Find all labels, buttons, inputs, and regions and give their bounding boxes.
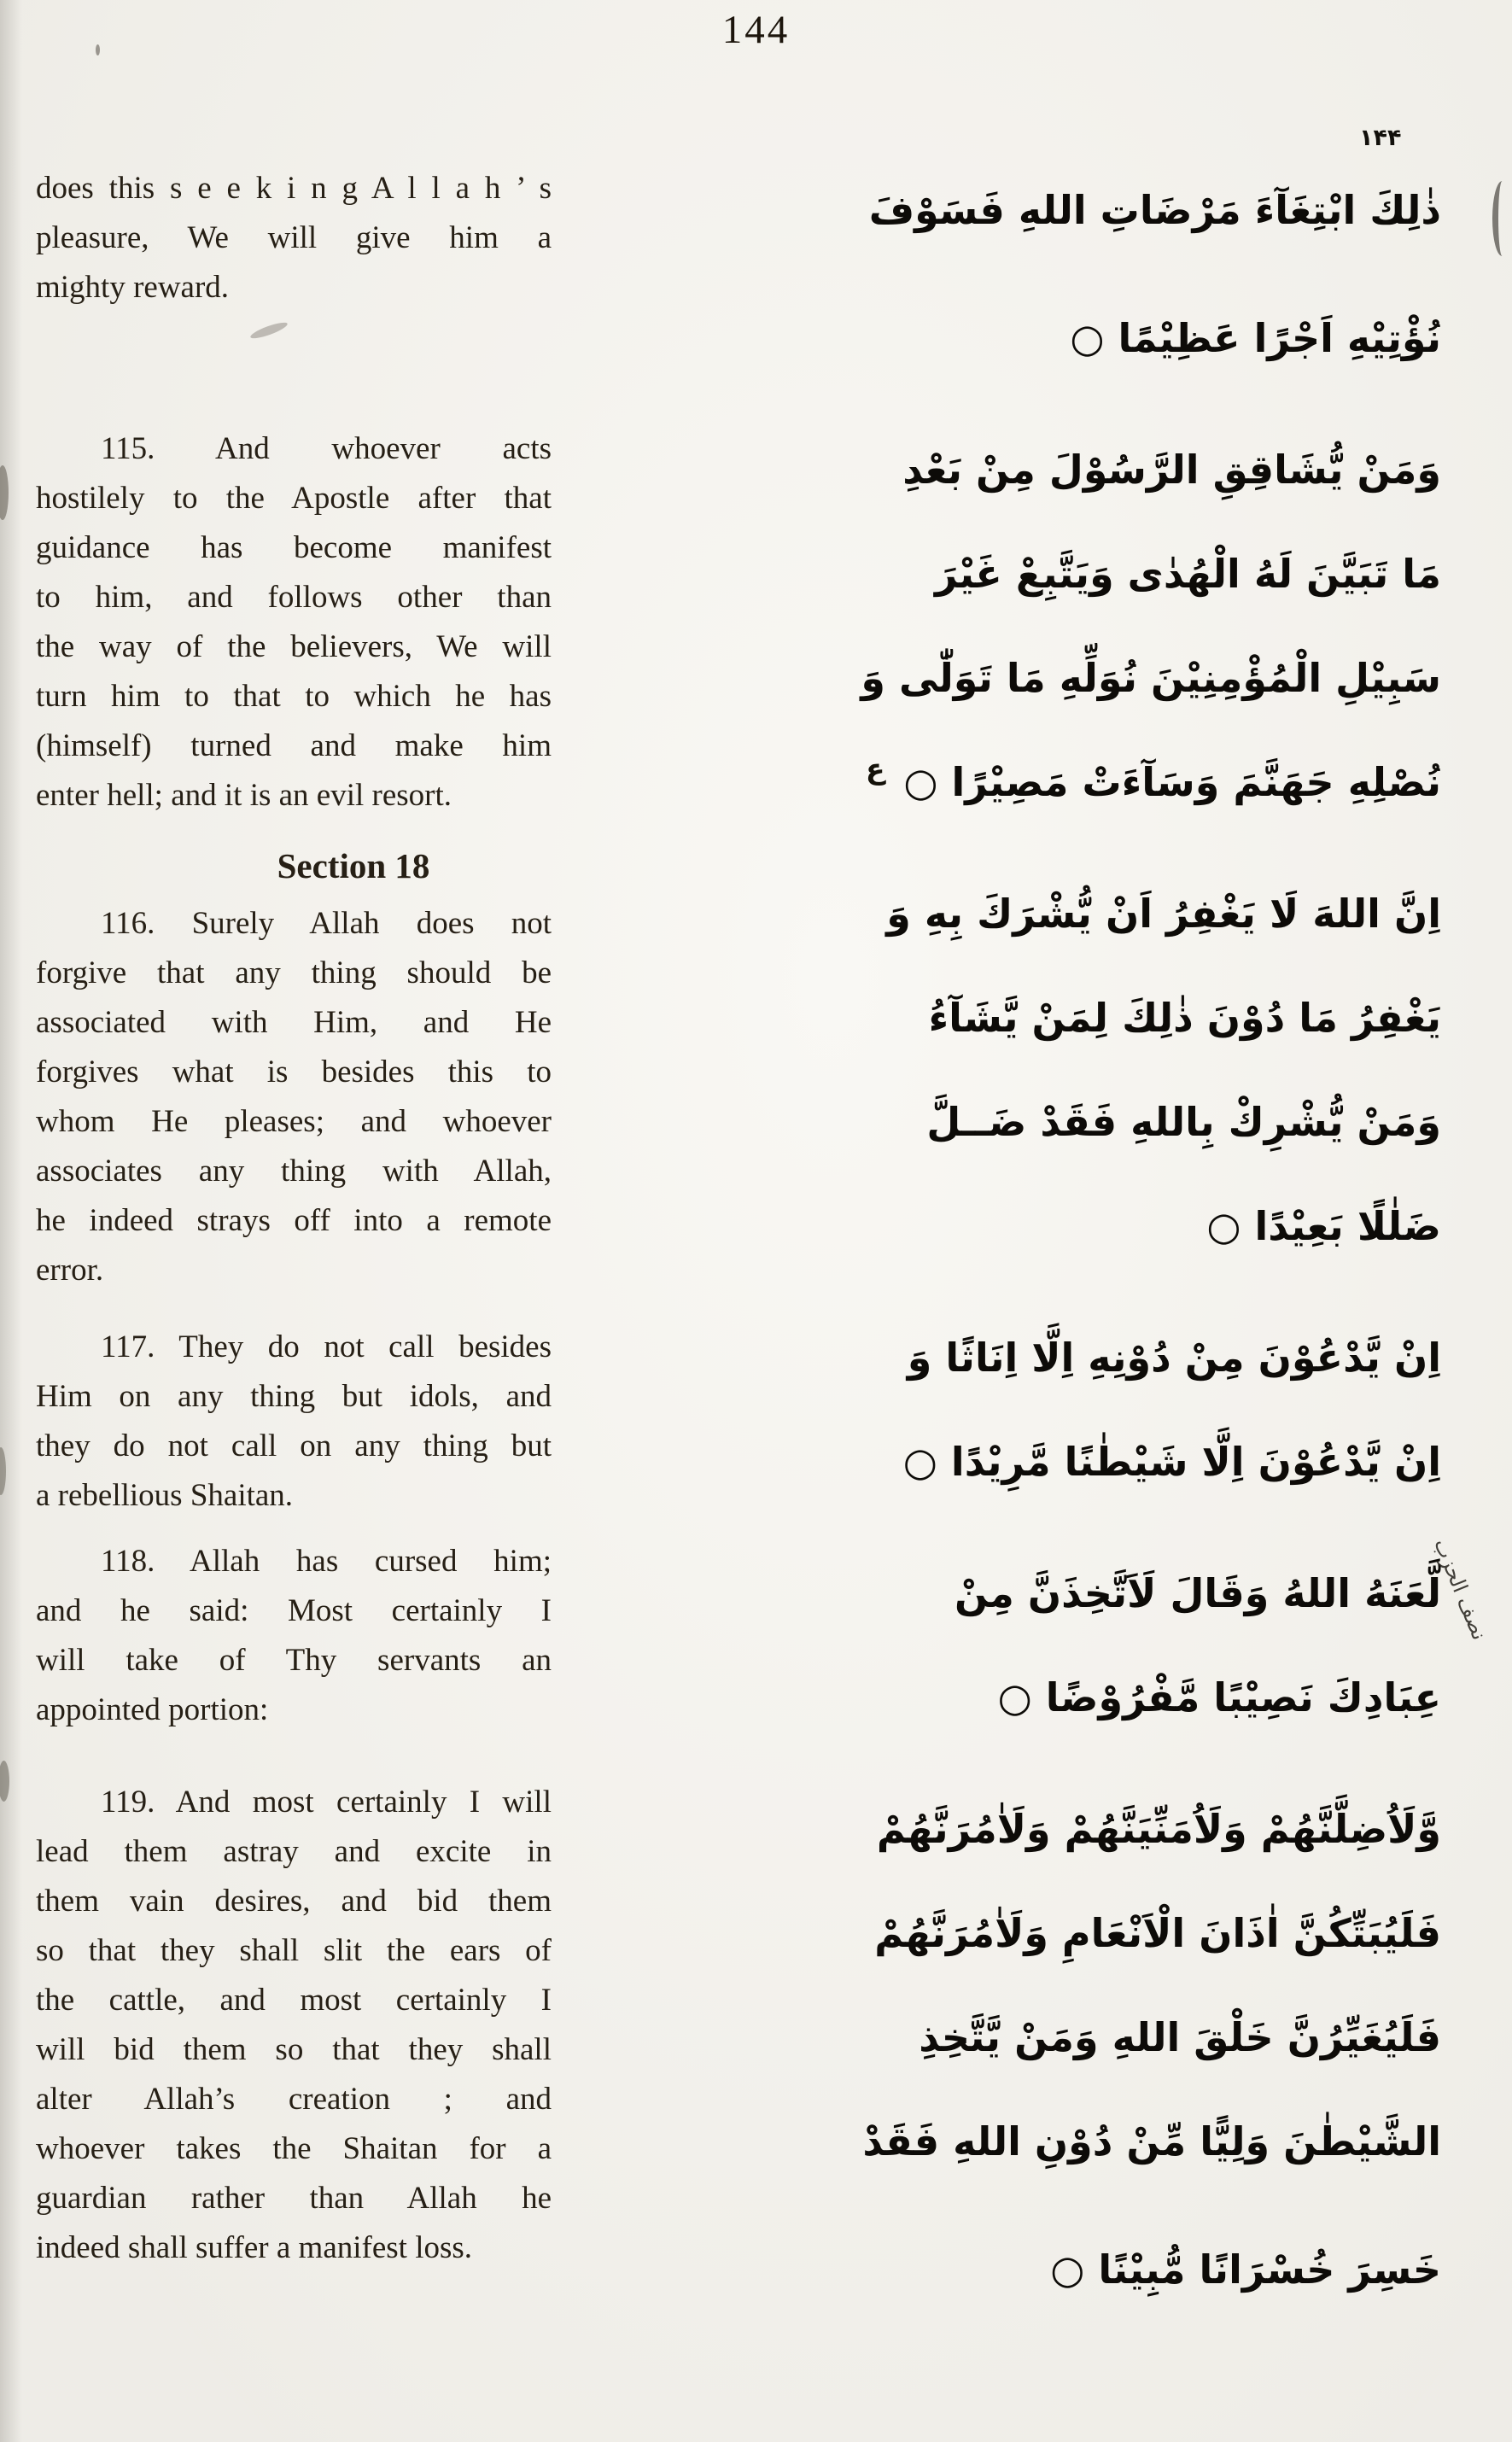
verse-119-line: indeed shall suffer a manifest loss. [36,2230,473,2265]
scan-artifact [96,44,100,56]
hizb-margin-note: نصف الحزب [1429,1535,1492,1644]
arabic-line: ضَلٰلًا بَعِيْدًا ○ [1206,1203,1441,1249]
verse-119-line: will bid them so that they shall [36,2032,552,2067]
arabic-line: الشَّيْطٰنَ وَلِيًّا مِّنْ دُوْنِ اللهِ فَقَدْ [862,2118,1441,2164]
verse-115-line: hostilely to the Apostle after that [36,481,552,516]
arabic-verse [862,1779,1441,2324]
verse-116-line: error. [36,1253,104,1288]
para-114-continuation-line: mighty reward. [36,270,230,305]
arabic-verse [871,1544,1441,1752]
verse-118-line: 118. Allah has cursed him; [101,1544,552,1579]
arabic-verse [871,864,1441,1281]
verse-115-line: enter hell; and it is an evil resort. [36,778,452,813]
arabic-verse [861,420,1441,837]
arabic-line: اِنْ يَّدْعُوْنَ مِنْ دُوْنِهِ اِلَّا اِنَاثًا وَ [907,1335,1441,1381]
verse-117 [36,1323,552,1521]
arabic-column [861,161,1441,2324]
verse-116-line: associates any thing with Allah, [36,1154,552,1189]
verse-117-line: a rebellious Shaitan. [36,1478,294,1513]
scan-artifact [1492,181,1512,256]
verse-115-line: (himself) turned and make him [36,728,552,763]
arabic-line: وَمَنْ يُّشَاقِقِ الرَّسُوْلَ مِنْ بَعْدِ [902,447,1441,493]
arabic-line: نُؤْتِيْهِ اَجْرًا عَظِيْمًا ○ [1070,315,1441,361]
page-number: 144 [721,8,791,52]
arabic-line: يَغْفِرُ مَا دُوْنَ ذٰلِكَ لِمَنْ يَّشَآءُ [928,995,1441,1041]
ruku-marker: ع [866,752,885,786]
verse-118-line: will take of Thy servants an [36,1643,552,1678]
verse-117-line: 117. They do not call besides [101,1329,552,1364]
verse-116 [36,899,552,1295]
para-114-continuation-line: pleasure, We will give him a [36,220,552,255]
verse-115-line: turn him to that to which he has [36,679,552,714]
arabic-line: ذٰلِكَ ابْتِغَآءَ مَرْضَاتِ اللهِ فَسَوْفَ [868,187,1441,233]
arabic-line: سَبِيْلِ الْمُؤْمِنِيْنَ نُوَلِّهِ مَا تَوَلّٰى وَ [861,655,1441,701]
verse-116-line: whom He pleases; and whoever [36,1104,552,1139]
verse-116-line: he indeed strays off into a remote [36,1203,552,1238]
verse-119-line: lead them astray and excite in [36,1834,552,1869]
verse-116-line: forgives what is besides this to [36,1054,552,1090]
arabic-line: وَّلَاُضِلَّنَّهُمْ وَلَاُمَنِّيَنَّهُمْ وَلَاٰمُرَنَّهُمْ [876,1806,1441,1852]
verse-119 [36,1778,552,2273]
arabic-verse [868,161,1441,393]
verse-119-line: them vain desires, and bid them [36,1884,552,1919]
para-114-continuation-line: does this s e e k i n g A l l a h ’ s [36,171,552,206]
verse-117-line: Him on any thing but idols, and [36,1379,552,1414]
verse-119-line: the cattle, and most certainly I [36,1983,552,2018]
verse-119-line: whoever takes the Shaitan for a [36,2131,552,2166]
verse-119-line: 119. And most certainly I will [101,1785,552,1820]
arabic-line: وَمَنْ يُّشْرِكْ بِاللهِ فَقَدْ ضَــلَّ [926,1099,1441,1145]
verse-118-line: and he said: Most certainly I [36,1593,552,1628]
arabic-line: اِنَّ اللهَ لَا يَغْفِرُ اَنْ يُّشْرَكَ بِهِ وَ [886,891,1441,937]
para-114-continuation [36,164,552,313]
verse-117-line: they do not call on any thing but [36,1428,552,1463]
arabic-line: نُصْلِهِ جَهَنَّمَ وَسَآءَتْ مَصِيْرًا ○ ع [866,752,1441,805]
arabic-verse [871,1308,1441,1516]
verse-116-line: 116. Surely Allah does not [101,906,552,941]
verse-115-line: to him, and follows other than [36,580,552,615]
verse-118 [36,1537,552,1735]
verse-119-line: guardian rather than Allah he [36,2181,552,2216]
verse-119-line: alter Allah’s creation ; and [36,2082,552,2117]
verse-115-line: the way of the believers, We will [36,629,552,664]
arabic-line: لَّعَنَهُ اللهُ وَقَالَ لَاَتَّخِذَنَّ مِنْ [954,1570,1441,1616]
verse-119-line: so that they shall slit the ears of [36,1933,552,1968]
arabic-line: عِبَادِكَ نَصِيْبًا مَّفْرُوْضًا ○ [997,1674,1441,1720]
arabic-line: مَا تَبَيَّنَ لَهُ الْهُدٰى وَيَتَّبِعْ غَيْرَ [934,551,1441,597]
english-column [36,0,552,2442]
arabic-page-number: ۱۴۴ [1359,125,1402,151]
section-heading [36,841,552,891]
verse-116-line: associated with Him, and He [36,1005,552,1040]
verse-118-line: appointed portion: [36,1692,269,1727]
verse-115-line: 115. And whoever acts [101,431,552,466]
arabic-line: خَسِرَ خُسْرَانًا مُّبِيْنًا ○ [1050,2246,1441,2293]
arabic-line: فَلَيُبَتِّكُنَّ اٰذَانَ الْاَنْعَامِ وَلَاٰمُرَنَّهُمْ [874,1910,1441,1956]
section-heading-line: Section 18 [277,846,430,885]
verse-115 [36,424,552,821]
arabic-line: اِنْ يَّدْعُوْنَ اِلَّا شَيْطٰنًا مَّرِيْدًا ○ [902,1439,1441,1485]
gutter-shadow [0,0,22,2442]
arabic-line: فَلَيُغَيِّرُنَّ خَلْقَ اللهِ وَمَنْ يَّتَّخِذِ [919,2014,1441,2060]
verse-116-line: forgive that any thing should be [36,955,552,990]
verse-115-line: guidance has become manifest [36,530,552,565]
